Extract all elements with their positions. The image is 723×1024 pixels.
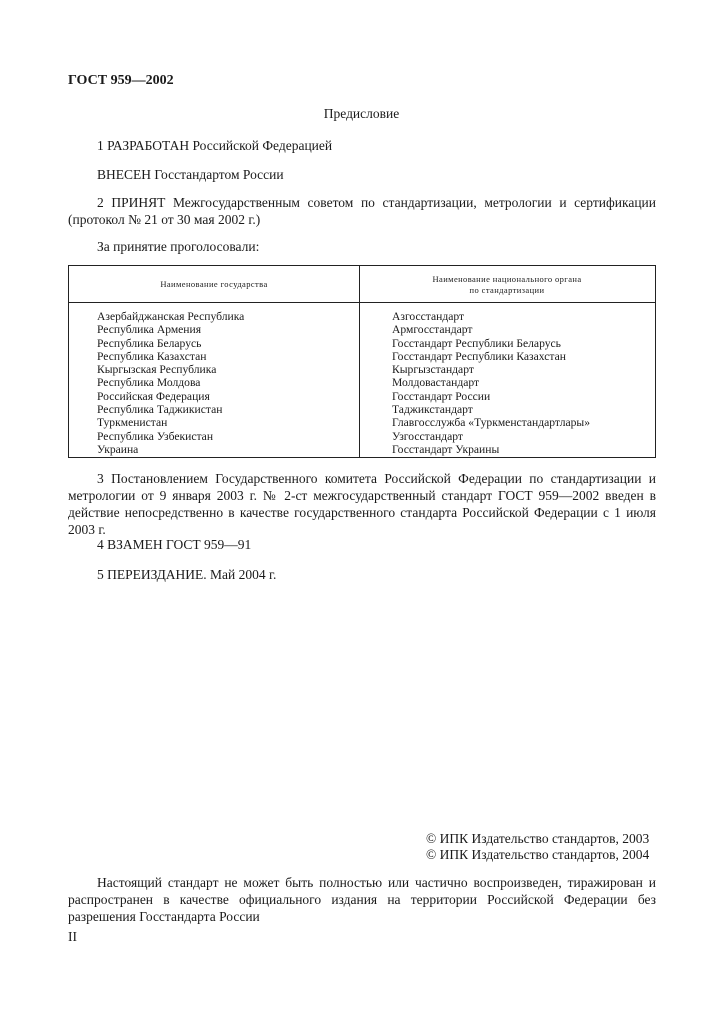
table-cell-state: Азербайджанская Республика [97, 310, 245, 323]
table-cell-state: Республика Армения [97, 323, 202, 337]
paragraph-reissue: 5 ПЕРЕИЗДАНИЕ. Май 2004 г. [97, 567, 277, 582]
table-cell-state: Туркменистан [97, 416, 168, 430]
table-cell-state: Украина [97, 442, 139, 456]
table-header-body-line2: по стандартизации [469, 285, 545, 295]
document-id: ГОСТ 959—2002 [68, 73, 174, 88]
table-header-divider [69, 302, 655, 303]
paragraph-introduced: ВНЕСЕН Госстандартом России [97, 167, 284, 182]
paragraph-replaces: 4 ВЗАМЕН ГОСТ 959—91 [97, 537, 252, 552]
table-cell-body: Главгосслужба «Туркменстандартлары» [392, 416, 591, 430]
table-cell-state: Республика Молдова [97, 376, 201, 390]
table-cell-body: Госстандарт Республики Беларусь [392, 336, 561, 350]
paragraph-developed: 1 РАЗРАБОТАН Российской Федерацией [97, 138, 333, 153]
vote-intro: За принятие проголосовали: [97, 239, 260, 254]
states-list [97, 310, 244, 456]
table-header-body-line1: Наименование национального органа [432, 274, 582, 284]
table-cell-state: Российская Федерация [97, 389, 210, 403]
table-cell-body: Госстандарт России [392, 389, 491, 403]
table-cell-state: Кыргызская Республика [97, 363, 217, 377]
copyright-2004: © ИПК Издательство стандартов, 2004 [426, 847, 650, 862]
table-cell-body: Госстандарт Украины [392, 442, 500, 456]
voting-table [68, 265, 656, 458]
table-cell-body: Молдовастандарт [392, 376, 480, 390]
table-cell-state: Республика Казахстан [97, 349, 207, 363]
table-cell-body: Узгосстандарт [392, 429, 463, 443]
paragraph-adopted: 2 ПРИНЯТ Межгосударственным советом по стандартизации, метрологии и сертификации (протокол № 21 от 30 мая 2002 г.) [68, 195, 656, 227]
table-cell-state: Республика Беларусь [97, 336, 202, 350]
bodies-list [392, 310, 590, 456]
table-header-body [359, 274, 655, 296]
paragraph-resolution: 3 Постановлением Государственного комитета Российской Федерации по стандартизации и метрологии от 9 января 2003 г. № 2-ст межгосударственный стандарт ГОСТ 959—2002 введен в действие непосредственно в качестве государственного стандарта Российской Федерации с 1 июля 2003 г. [68, 471, 656, 537]
table-cell-state: Республика Узбекистан [97, 429, 214, 443]
table-cell-body: Азгосстандарт [392, 310, 465, 323]
table-header-state: Наименование государства [160, 279, 268, 289]
table-cell-body: Таджикстандарт [392, 403, 473, 417]
table-cell-state: Республика Таджикистан [97, 403, 223, 417]
table-cell-body: Госстандарт Республики Казахстан [392, 349, 566, 363]
table-cell-body: Кыргызстандарт [392, 363, 474, 377]
preface-title: Предисловие [323, 106, 400, 121]
table-cell-body: Армгосстандарт [392, 323, 473, 337]
page-number: II [68, 929, 77, 944]
copyright-2003: © ИПК Издательство стандартов, 2003 [426, 831, 650, 846]
reproduction-notice: Настоящий стандарт не может быть полностью или частично воспроизведен, тиражирован и распространен в качестве официального издания на территории Российской Федерации без разрешения Госстандарта России [68, 875, 656, 924]
